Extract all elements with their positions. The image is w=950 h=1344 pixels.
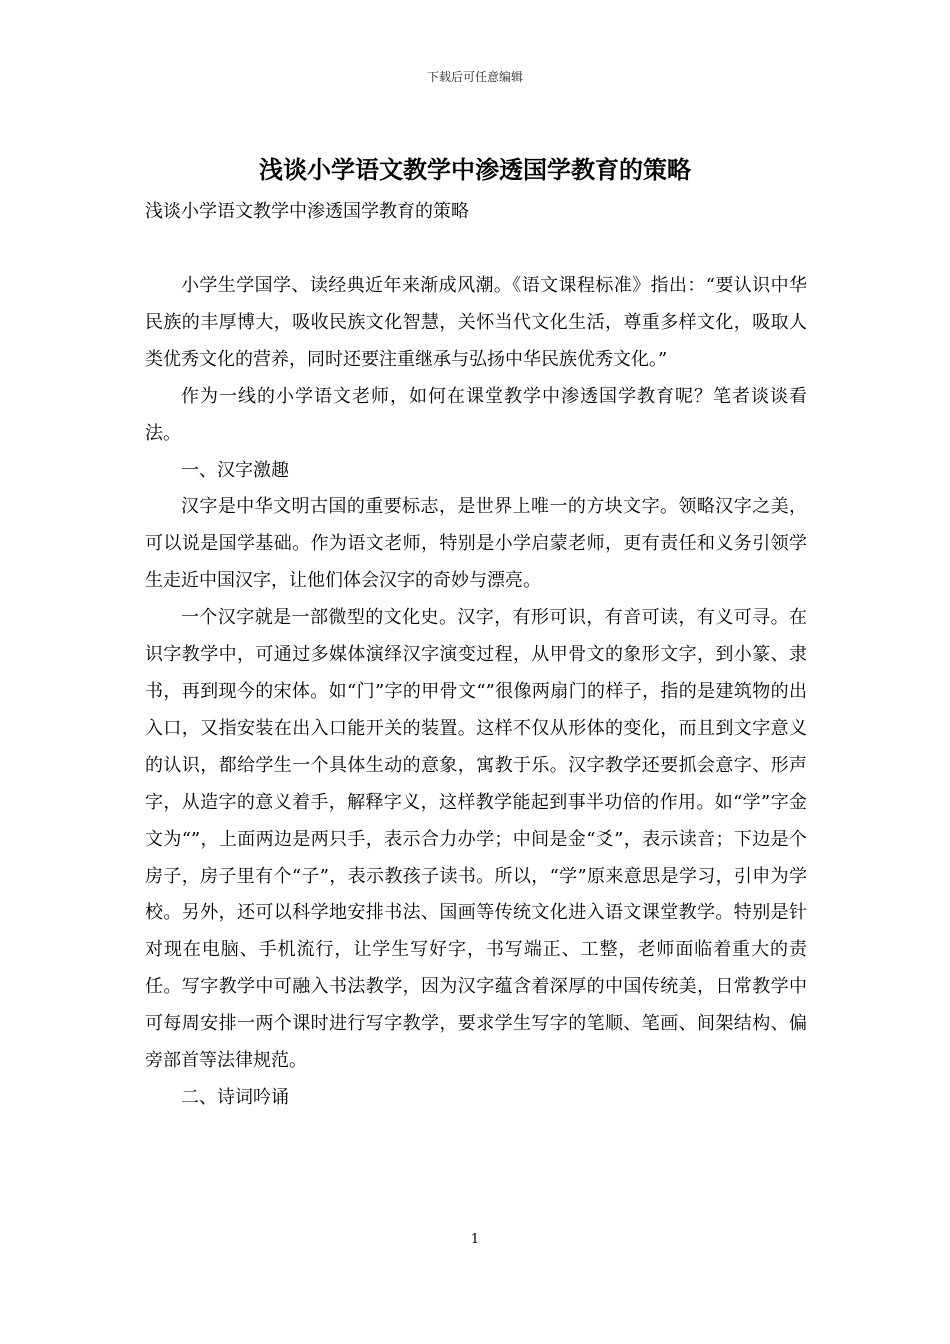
document-title: 浅谈小学语文教学中渗透国学教育的策略 xyxy=(259,155,691,184)
document-body xyxy=(145,268,807,1117)
paragraph-question: 作为一线的小学语文老师，如何在课堂教学中渗透国学教育呢？笔者谈谈看法。 xyxy=(145,385,807,444)
paragraph-intro: 小学生学国学、读经典近年来渐成风潮。《语文课程标准》指出：“要认识中华民族的丰厚博大，吸收民族文化智慧，关怀当代文化生活，尊重多样文化，吸取人类优秀文化的营养，同时还要注重继承与弘扬中华民族优秀文化。” xyxy=(145,275,807,370)
document-subtitle: 浅谈小学语文教学中渗透国学教育的策略 xyxy=(145,201,469,222)
page-header-note: 下载后可任意编辑 xyxy=(426,70,523,84)
paragraph-hanzi-teaching: 一个汉字就是一部微型的文化史。汉字，有形可识，有音可读，有义可寻。在识字教学中，可通过多媒体演绎汉字演变过程，从甲骨文的象形文字，到小篆、隶书，再到现今的宋体。如“门”字的甲骨文“”很像两扇门的样子，指的是建筑物的出入口，又指安装在出入口能开关的装置。这样不仅从形体的变化，而且到文字意义的认识，都给学生一个具体生动的意象，寓教于乐。汉字教学还要抓会意字、形声字，从造字的意义着手，解释字义，这样教学能起到事半功倍的作用。如“学”字金文为“”，上面两边是两只手，表示合力办学；中间是金“爻”，表示读音；下边是个房子，房子里有个“子”，表示教孩子读书。所以，“学”原来意思是学习，引申为学校。另外，还可以科学地安排书法、国画等传统文化进入语文课堂教学。特别是针对现在电脑、手机流行，让学生写好字，书写端正、工整，老师面临着重大的责任。写字教学中可融入书法教学，因为汉字蕴含着深厚的中国传统美，日常教学中可每周安排一两个课时进行写字教学，要求学生写字的笔顺、笔画、间架结构、偏旁部首等法律规范。 xyxy=(145,607,807,1072)
section-heading-hanzi: 一、汉字激趣 xyxy=(181,459,289,481)
section-heading-poetry: 二、诗词吟诵 xyxy=(181,1086,289,1108)
page-number: 1 xyxy=(470,1232,480,1247)
paragraph-hanzi-importance: 汉字是中华文明古国的重要标志，是世界上唯一的方块文字。领略汉字之美，可以说是国学基础。作为语文老师，特别是小学启蒙老师，更有责任和义务引领学生走近中国汉字，让他们体会汉字的奇妙与漂亮。 xyxy=(145,496,807,592)
